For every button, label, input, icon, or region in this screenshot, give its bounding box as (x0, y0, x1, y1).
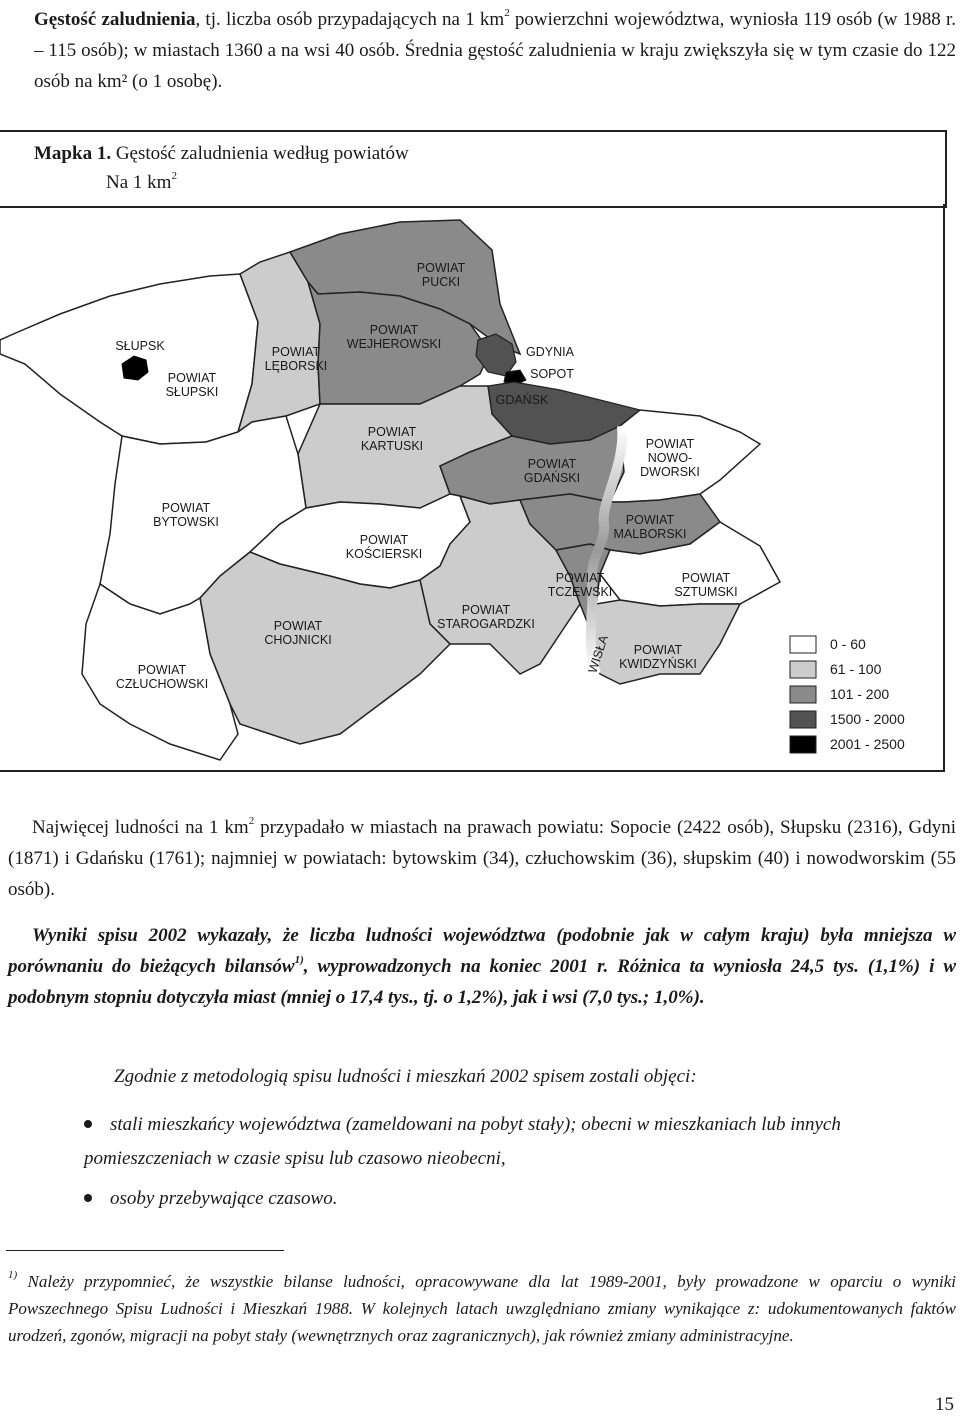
legend-label-1: 61 - 100 (830, 661, 882, 677)
map-subtitle-text: Na 1 km (106, 172, 172, 193)
label-koscierski-2: KOŚCIERSKI (345, 547, 423, 561)
para3-text-1: Wyniki spisu 2002 wykazały, że liczba ludności województwa (podobnie jak w całym kraju) była mniejsza w porównaniu do bieżących bilansów (8, 925, 956, 977)
label-nowodworski-2: NOWO- (647, 451, 693, 465)
label-kartuski-1: POWIAT (367, 425, 417, 439)
label-bytowski-2: BYTOWSKI (153, 515, 219, 529)
label-malborski-1: POWIAT (625, 513, 675, 527)
label-leborski-1: POWIAT (271, 345, 321, 359)
footnote (8, 1268, 956, 1349)
footnote-divider (6, 1250, 284, 1251)
para2-sup: 2 (248, 814, 255, 827)
region-kwidzynski (585, 600, 740, 684)
bullet-item-1 (84, 1108, 944, 1176)
bullet-text-2: osoby przebywające czasowo. (110, 1188, 338, 1209)
label-pucki-2: PUCKI (421, 275, 461, 289)
label-sztumski-1: POWIAT (681, 571, 731, 585)
methodology-intro: Zgodnie z metodologią spisu ludności i mieszkań 2002 spisem zostali objęci: (114, 1066, 697, 1087)
label-malborski-2: MALBORSKI (613, 527, 687, 541)
density-paragraph (8, 812, 956, 905)
label-gdansk: GDAŃSK (495, 393, 549, 407)
map-subtitle (106, 169, 177, 194)
footnote-mark: 1) (8, 1269, 18, 1282)
legend-label-3: 1500 - 2000 (830, 711, 905, 727)
intro-lead: Gęstość zaludnienia (34, 9, 196, 30)
label-kwidzynski-1: POWIAT (633, 643, 683, 657)
label-tczewski-2: TCZEWSKI (547, 585, 613, 599)
intro-text-2: powierzchni województwa, wyniosła 119 osób (w 1988 r. – 115 osób); w miastach 1360 a na wsi 40 osób. Średnia gęstość zaludnienia w kraju zwiększyła się w tym czasie do 122 osób na km² (o 1 osobę). (34, 9, 956, 92)
label-wejherowski-2: WEJHEROWSKI (346, 337, 442, 351)
label-nowodworski-3: DWORSKI (640, 465, 700, 479)
intro-text-1: , tj. liczba osób przypadających na 1 km (195, 9, 505, 30)
legend-swatch-3 (790, 711, 816, 728)
map-header-frame (0, 130, 947, 208)
legend-label-0: 0 - 60 (830, 636, 866, 652)
label-pucki-1: POWIAT (416, 261, 466, 275)
label-wisla: WISŁA (585, 633, 611, 675)
label-tczewski-1: POWIAT (555, 571, 605, 585)
legend-swatch-4 (790, 736, 816, 753)
legend-swatch-2 (790, 686, 816, 703)
bullet-item-2 (84, 1188, 337, 1210)
label-starogardzki-1: POWIAT (461, 603, 511, 617)
page-number: 15 (935, 1394, 954, 1415)
label-leborski-2: LĘBORSKI (264, 359, 328, 373)
legend-swatch-1 (790, 661, 816, 678)
label-koscierski-1: POWIAT (359, 533, 409, 547)
map-title-text: Gęstość zaludnienia według powiatów (111, 143, 409, 164)
census-paragraph (8, 920, 956, 1013)
para3-text-2: , wyprowadzonych na koniec 2001 r. Różnica ta wyniosła 24,5 tys. (1,1%) i w podobnym stopniu dotyczyła miast (mniej o 17,4 tys., tj. o 1,2%), jak i wsi (7,0 tys.; 1,0%). (8, 956, 956, 1008)
legend-label-2: 101 - 200 (830, 686, 890, 702)
label-chojnicki-2: CHOJNICKI (264, 633, 332, 647)
label-kartuski-2: KARTUSKI (360, 439, 424, 453)
bullet-dot-icon (84, 1120, 92, 1128)
label-gdanski-1: POWIAT (527, 457, 577, 471)
label-slupski-2: SŁUPSKI (165, 385, 219, 399)
label-chojnicki-1: POWIAT (273, 619, 323, 633)
label-czluchowski-2: CZŁUCHOWSKI (115, 677, 209, 691)
label-bytowski-1: POWIAT (161, 501, 211, 515)
para3-sup: 1) (294, 953, 304, 966)
map-title-number: Mapka 1. (34, 143, 112, 164)
label-slupski-1: POWIAT (167, 371, 217, 385)
label-nowodworski-1: POWIAT (645, 437, 695, 451)
label-starogardzki-2: STAROGARDZKI (437, 617, 535, 631)
bullet-text-1: stali mieszkańcy województwa (zameldowani na pobyt stały); obecni w mieszkaniach lub innych pomieszczeniach w czasie spisu lub czasowo nieobecni, (84, 1114, 841, 1169)
para2-text-1: Najwięcej ludności na 1 km (32, 817, 249, 838)
label-kwidzynski-2: KWIDZYŃSKI (619, 657, 697, 671)
label-czluchowski-1: POWIAT (137, 663, 187, 677)
legend-label-4: 2001 - 2500 (830, 736, 905, 752)
intro-sup: 2 (504, 6, 510, 19)
label-sopot: SOPOT (530, 367, 574, 381)
map-subtitle-sup: 2 (171, 169, 177, 182)
label-slupsk: SŁUPSK (115, 339, 165, 353)
legend-swatch-0 (790, 636, 816, 653)
footnote-text: Należy przypomnieć, że wszystkie bilanse ludności, opracowywane dla lat 1989-2001, były prowadzone w oparciu o wyniki Powszechnego Spisu Ludności i Mieszkań 1988. W kolejnych latach uwzględniano zmiany wynikające z: udokumentowanych faktów urodzeń, zgonów, migracji na pobyt stały (wewnętrznych oraz zagranicznych), jak również zmiany administracyjne. (8, 1272, 956, 1345)
bullet-dot-icon (84, 1194, 92, 1202)
para2-text-2: przypadało w miastach na prawach powiatu: Sopocie (2422 osób), Słupsku (2316), Gdyni (1871) i Gdańsku (1761); najmniej w powiatach: bytowskim (34), człuchowskim (36), słupskim (40) i nowodworskim (55 osób). (8, 817, 956, 900)
label-wejherowski-1: POWIAT (369, 323, 419, 337)
map-title (34, 143, 409, 165)
density-map (0, 204, 945, 770)
label-sztumski-2: SZTUMSKI (674, 585, 738, 599)
intro-paragraph (34, 4, 956, 97)
label-gdynia: GDYNIA (526, 345, 574, 359)
legend (790, 636, 905, 753)
label-gdanski-2: GDAŃSKI (523, 471, 581, 485)
